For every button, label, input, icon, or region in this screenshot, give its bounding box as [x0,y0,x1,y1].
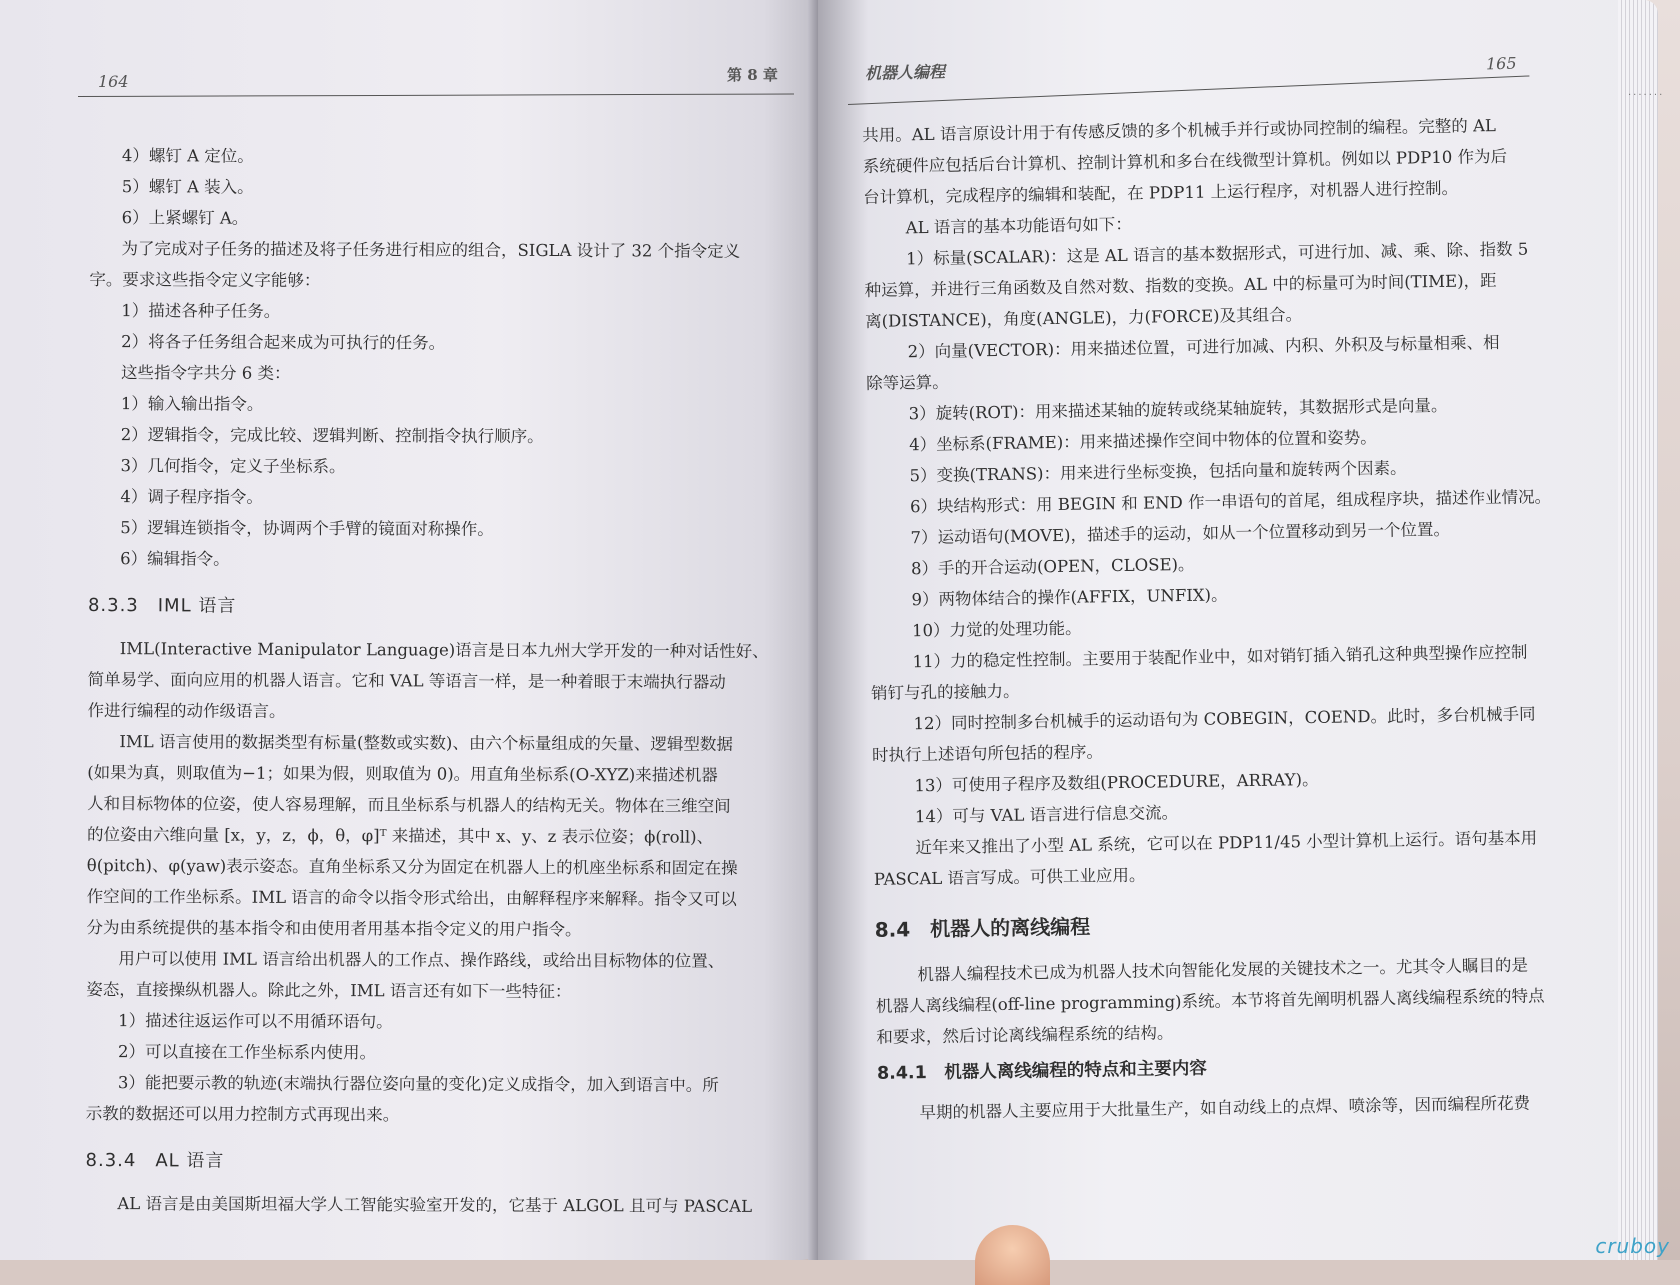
text-line: 9）两物体结合的操作(AFFIX，UNFIX)。 [911,585,1228,610]
text-line: 系统硬件应包括后台计算机、控制计算机和多台在线微型计算机。例如以 PDP10 作为后 [862,146,1508,176]
text-line: 3）几何指令，定义子坐标系。 [120,456,346,477]
text-line: 机器人离线编程(off-line programming)系统。本节将首先阐明机器人离线编程系统的特点 [875,986,1545,1016]
text-line: 2）逻辑指令，完成比较、逻辑判断、控制指令执行顺序。 [120,425,544,446]
text-line: 销钉与孔的接触力。 [870,681,1020,703]
text-line: 作空间的工作坐标系。IML 语言的命令以指令形式给出，由解释程序来解释。指令又可以 [86,886,737,909]
text-line: 4）调子程序指令。 [120,487,263,507]
text-line: 4）坐标系(FRAME)：用来描述操作空间中物体的位置和姿势。 [908,427,1377,455]
text-line: 这些指令字共分 6 类： [120,363,291,383]
right-page-number: 165 [1485,53,1517,74]
text-line: 5）螺钉 A 装入。 [121,177,254,197]
text-line: 除等运算。 [865,372,949,393]
text-line: 1）输入输出指令。 [120,394,264,414]
section-heading-8-4: 8.4 机器人的离线编程 [874,914,1091,942]
text-line: 10）力觉的处理功能。 [911,618,1082,641]
right-running-header: 机器人编程 [864,62,946,83]
text-line: 机器人编程技术已成为机器人技术向智能化发展的关键技术之一。尤其令人瞩目的是 [917,955,1529,985]
text-line: 5）逻辑连锁指令，协调两个手臂的镜面对称操作。 [120,518,494,539]
text-line: 离(DISTANCE)，角度(ANGLE)，力(FORCE)及其组合。 [865,305,1303,331]
text-line: 2）可以直接在工作坐标系内使用。 [117,1042,377,1063]
left-page [0,0,830,1260]
text-line: 14）可与 VAL 语言进行信息交流。 [914,803,1179,827]
text-line: 2）将各子任务组合起来成为可执行的任务。 [121,332,446,353]
text-line: 7）运动语句(MOVE)，描述手的运动，如从一个位置移动到另一个位置。 [910,519,1451,548]
section-heading-8-3-4: 8.3.4 AL 语言 [85,1149,225,1172]
text-line: 共用。AL 语言原设计用于有传感反馈的多个机械手并行或协同控制的编程。完整的 AL [862,116,1497,145]
text-line: 简单易学、面向应用的机器人语言。它和 VAL 等语言一样，是一种着眼于末端执行器动 [87,669,726,692]
text-line: 3）旋转(ROT)：用来描述某轴的旋转或绕某轴旋转，其数据形式是向量。 [908,395,1448,424]
text-line: 分为由系统提供的基本指令和由使用者用基本指令定义的用户指令。 [86,917,582,940]
page-edge-stack [1618,0,1658,1260]
text-line: 和要求，然后讨论离线编程系统的结构。 [876,1023,1174,1047]
edge-dots: ······· [1628,90,1665,101]
text-line: 2）向量(VECTOR)：用来描述位置，可进行加减、内积、外积及与标量相乘、相 [907,333,1500,362]
section-heading-8-3-3: 8.3.3 IML 语言 [87,594,237,617]
left-page-number: 164 [98,72,129,91]
text-line: 近年来又推出了小型 AL 系统，它可以在 PDP11/45 小型计算机上运行。语句基本用 [915,828,1538,858]
text-line: 示教的数据还可以用力控制方式再现出来。 [85,1103,400,1125]
text-line: 5）变换(TRANS)：用来进行坐标变换，包括向量和旋转两个因素。 [909,458,1407,486]
text-line: 3）能把要示教的轨迹(末端执行器位姿向量的变化)定义成指令，加入到语言中。所 [117,1073,719,1095]
left-header-rule [78,94,794,97]
left-text-column [85,140,800,1222]
text-line: 时执行上述语句所包括的程序。 [871,742,1104,765]
text-line: 种运算，并进行三角函数及自然对数、指数的变换。AL 中的标量可为时间(TIME)，距 [864,271,1497,300]
text-line: AL 语言是由美国斯坦福大学人工智能实验室开发的，它基于 ALGOL 且可与 PASCAL [117,1194,753,1216]
text-line: 用户可以使用 IML 语言给出机器人的工作点、操作路线，或给出目标物体的位置、 [118,949,725,971]
text-line: 1）描述各种子任务。 [121,301,281,321]
text-line: IML 语言使用的数据类型有标量(整数或实数)、由六个标量组成的矢量、逻辑型数据 [119,732,733,754]
left-chapter-header: 第 8 章 [727,66,778,84]
text-line: 作进行编程的动作级语言。 [87,700,286,721]
text-line: θ(pitch)、φ(yaw)表示姿态。直角坐标系又分为固定在机器人上的机座坐标系和固定在操 [86,855,738,878]
text-line: 13）可使用子程序及数组(PROCEDURE，ARRAY)。 [914,769,1319,796]
text-line: 1）标量(SCALAR)：这是 AL 语言的基本数据形式，可进行加、减、乘、除、指数 5 [906,239,1529,269]
text-line: IML(Interactive Manipulator Language)语言是日本九州大学开发的一种对话性好、 [119,639,769,661]
text-line: 12）同时控制多台机械手的运动语句为 COBEGIN，COEND。此时，多台机械手同 [913,704,1536,734]
text-line: 6）编辑指令。 [120,549,230,569]
text-line: AL 语言的基本功能语句如下： [905,214,1132,238]
text-line: 人和目标物体的位姿，使人容易理解，而且坐标系与机器人的结构无关。物体在三维空间 [87,793,731,816]
section-heading-8-4-1: 8.4.1 机器人离线编程的特点和主要内容 [876,1058,1207,1084]
text-line: 台计算机，完成程序的编辑和装配，在 PDP11 上运行程序，对机器人进行控制。 [863,178,1459,207]
text-line: (如果为真，则取值为−1；如果为假，则取值为 0)。用直角坐标系(O-XYZ)来描述机器 [87,762,718,785]
text-line: 4）螺钉 A 定位。 [121,146,254,166]
text-line: 8）手的开合运动(OPEN，CLOSE)。 [910,554,1195,579]
text-line: 字。要求这些指令定义字能够： [89,269,321,291]
text-line: 的位姿由六维向量 [x，y，z，ϕ，θ，φ]ᵀ 来描述，其中 x、y、z 表示位姿；ϕ(roll)、 [86,824,714,847]
text-line: 早期的机器人主要应用于大批量生产，如自动线上的点焊、喷涂等，因而编程所花费 [919,1093,1531,1123]
text-line: 为了完成对子任务的描述及将子任务进行相应的组合，SIGLA 设计了 32 个指令定义 [121,239,741,261]
text-line: 1）描述往返运作可以不用循环语句。 [118,1011,393,1032]
text-line: PASCAL 语言写成。可供工业应用。 [873,865,1146,889]
watermark: cruboy [1595,1234,1670,1258]
right-text-column [862,110,1552,1129]
text-line: 6）块结构形式：用 BEGIN 和 END 作一串语句的首尾，组成程序块，描述作业情况。 [909,487,1552,517]
text-line: 姿态，直接操纵机器人。除此之外，IML 语言还有如下一些特征： [86,979,572,1002]
text-line: 11）力的稳定性控制。主要用于装配作业中，如对销钉插入销孔这种典型操作应控制 [912,642,1528,672]
text-line: 6）上紧螺钉 A。 [121,208,249,228]
